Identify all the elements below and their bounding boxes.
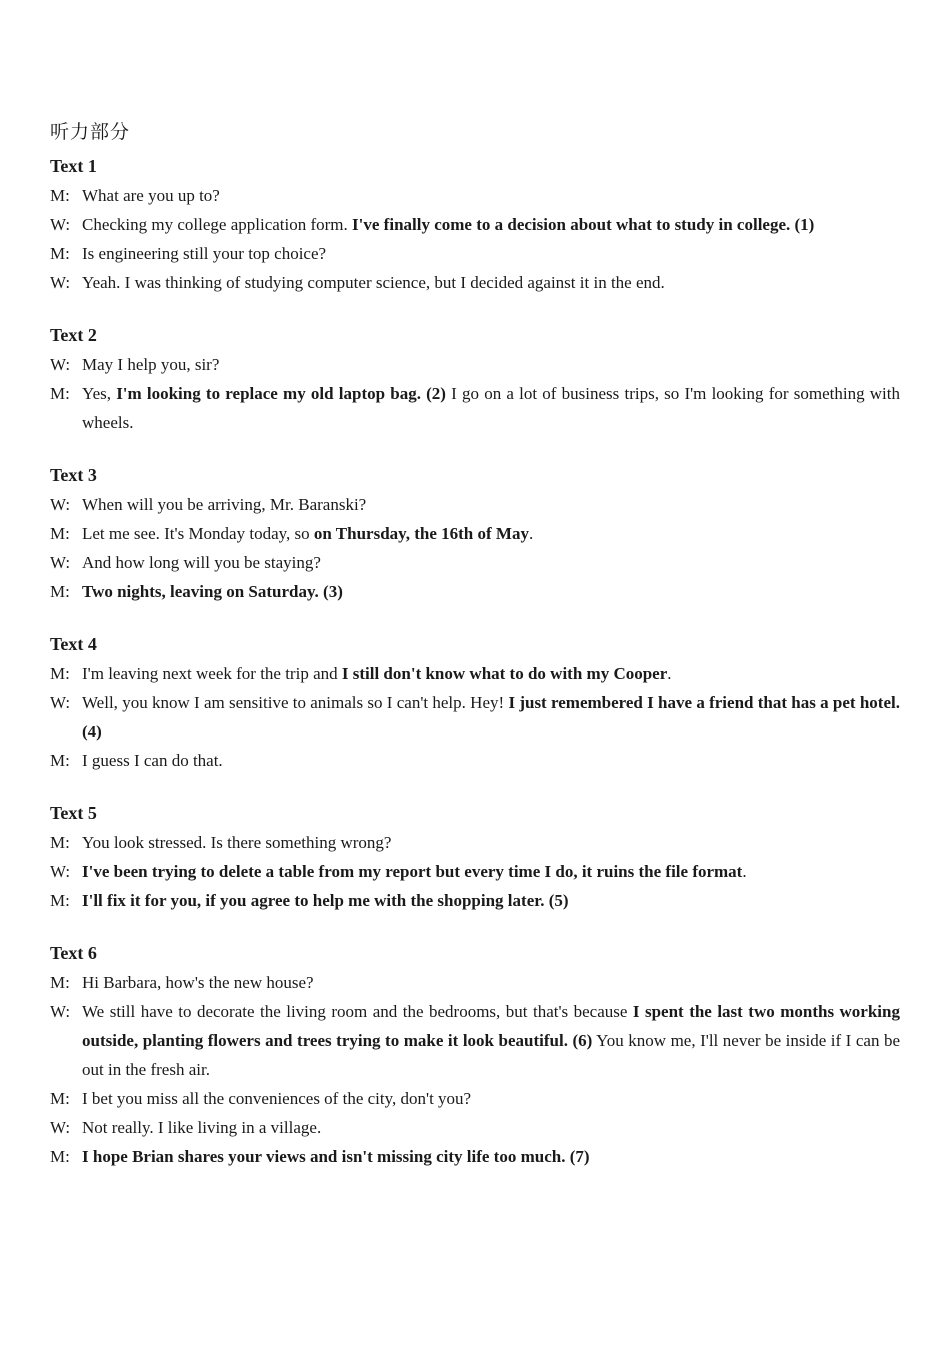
text-heading: Text 2 [50, 325, 97, 345]
dialogue-line [50, 577, 900, 606]
dialogue-line [50, 828, 900, 857]
utterance [82, 1113, 900, 1142]
dialogue-line [50, 519, 900, 548]
speaker-label: M: [50, 891, 70, 910]
utterance [82, 886, 900, 915]
dialogue-line [50, 886, 900, 915]
text-block [50, 630, 900, 775]
utterance [82, 997, 900, 1084]
answer-key-text: I just remembered I have a friend that has a pet hotel. (4) [82, 693, 900, 741]
utterance-text: When will you be arriving, Mr. Baranski? [82, 495, 367, 514]
dialogue-line [50, 239, 900, 268]
utterance [82, 490, 900, 519]
utterance-text: I go on a lot of business trips, so I'm looking for something with wheels. [82, 384, 900, 432]
dialogue-line [50, 746, 900, 775]
utterance [82, 350, 900, 379]
text-heading: Text 5 [50, 803, 97, 823]
text-heading: Text 3 [50, 465, 97, 485]
utterance [82, 659, 900, 688]
text-block [50, 799, 900, 915]
utterance-text: What are you up to? [82, 186, 220, 205]
utterance [82, 519, 900, 548]
utterance-text: And how long will you be staying? [82, 553, 321, 572]
speaker-label: W: [50, 862, 71, 881]
text-heading: Text 6 [50, 943, 97, 963]
utterance-text: . [742, 862, 747, 881]
dialogue-line [50, 350, 900, 379]
text-block [50, 321, 900, 437]
utterance [82, 577, 900, 606]
utterance [82, 181, 900, 210]
speaker-label: W: [50, 495, 71, 514]
utterance [82, 268, 900, 297]
answer-key-text: Two nights, leaving on Saturday. (3) [82, 582, 343, 601]
dialogue-line [50, 688, 900, 746]
utterance [82, 1142, 900, 1171]
answer-key-text: I've finally come to a decision about what to study in college. (1) [352, 215, 815, 234]
dialogue-line [50, 1142, 900, 1171]
speaker-label: W: [50, 553, 71, 572]
speaker-label: W: [50, 693, 71, 712]
speaker-label: M: [50, 186, 70, 205]
utterance [82, 688, 900, 746]
answer-key-text: I've been trying to delete a table from my report but every time I do, it ruins the file format [82, 862, 743, 881]
text-block [50, 461, 900, 606]
dialogue-line [50, 1084, 900, 1113]
speaker-label: M: [50, 244, 70, 263]
utterance [82, 746, 900, 775]
utterance-text: Yeah. I was thinking of studying computer science, but I decided against it in the end. [82, 273, 665, 292]
utterance-text: You look stressed. Is there something wrong? [82, 833, 392, 852]
speaker-label: M: [50, 582, 70, 601]
utterance-text: I bet you miss all the conveniences of the city, don't you? [82, 1089, 472, 1108]
speaker-label: W: [50, 355, 71, 374]
utterance [82, 857, 900, 886]
utterance [82, 239, 900, 268]
speaker-label: M: [50, 664, 70, 683]
speaker-label: M: [50, 1147, 70, 1166]
utterance-text: Is engineering still your top choice? [82, 244, 327, 263]
dialogue-line [50, 181, 900, 210]
speaker-label: W: [50, 215, 71, 234]
answer-key-text: I spent the last two months working outside, planting flowers and trees trying to make it look beautiful. (6) [82, 1002, 900, 1050]
speaker-label: M: [50, 384, 70, 403]
utterance [82, 210, 900, 239]
utterance-text: Let me see. It's Monday today, so [82, 524, 314, 543]
dialogue-line [50, 659, 900, 688]
dialogue-line [50, 379, 900, 437]
utterance-text: Yes, [82, 384, 117, 403]
dialogue-line [50, 548, 900, 577]
answer-key-text: on Thursday, the 16th of May [313, 524, 529, 543]
text-heading: Text 1 [50, 156, 97, 176]
dialogue-line [50, 968, 900, 997]
speaker-label: W: [50, 1118, 71, 1137]
dialogue-line [50, 1113, 900, 1142]
speaker-label: M: [50, 973, 70, 992]
answer-key-text: I hope Brian shares your views and isn't missing city life too much. (7) [82, 1147, 590, 1166]
utterance [82, 1084, 900, 1113]
answer-key-text: I'm looking to replace my old laptop bag. (2) [116, 384, 446, 403]
utterance-text: Well, you know I am sensitive to animals so I can't help. Hey! [82, 693, 509, 712]
dialogue-line [50, 210, 900, 239]
utterance [82, 968, 900, 997]
section-title: 听力部分 [50, 122, 131, 143]
speaker-label: M: [50, 524, 70, 543]
dialogue-line [50, 268, 900, 297]
utterance [82, 379, 900, 437]
text-block [50, 939, 900, 1171]
utterance-text: Hi Barbara, how's the new house? [82, 973, 314, 992]
utterance-text: Checking my college application form. [82, 215, 353, 234]
transcript-page [50, 118, 900, 1195]
speaker-label: W: [50, 1002, 71, 1021]
utterance-text: We still have to decorate the living room and the bedrooms, but that's because [82, 1002, 633, 1021]
utterance-text: . [667, 664, 672, 683]
speaker-label: W: [50, 273, 71, 292]
text-heading: Text 4 [50, 634, 97, 654]
utterance-text: You know me, I'll never be inside if I can be out in the fresh air. [82, 1031, 901, 1079]
utterance-text: . [528, 524, 534, 543]
answer-key-text: I'll fix it for you, if you agree to help me with the shopping later. (5) [82, 891, 569, 910]
utterance [82, 548, 900, 577]
dialogue-line [50, 857, 900, 886]
text-block [50, 152, 900, 297]
dialogue-line [50, 490, 900, 519]
utterance-text: I guess I can do that. [82, 751, 223, 770]
utterance-text: May I help you, sir? [82, 355, 220, 374]
utterance-text: Not really. I like living in a village. [82, 1118, 322, 1137]
speaker-label: M: [50, 1089, 70, 1108]
answer-key-text: I still don't know what to do with my Cooper [341, 664, 668, 683]
speaker-label: M: [50, 833, 70, 852]
transcript-list [50, 152, 900, 1171]
utterance-text: I'm leaving next week for the trip and [82, 664, 342, 683]
speaker-label: M: [50, 751, 70, 770]
dialogue-line [50, 997, 900, 1084]
utterance [82, 828, 900, 857]
